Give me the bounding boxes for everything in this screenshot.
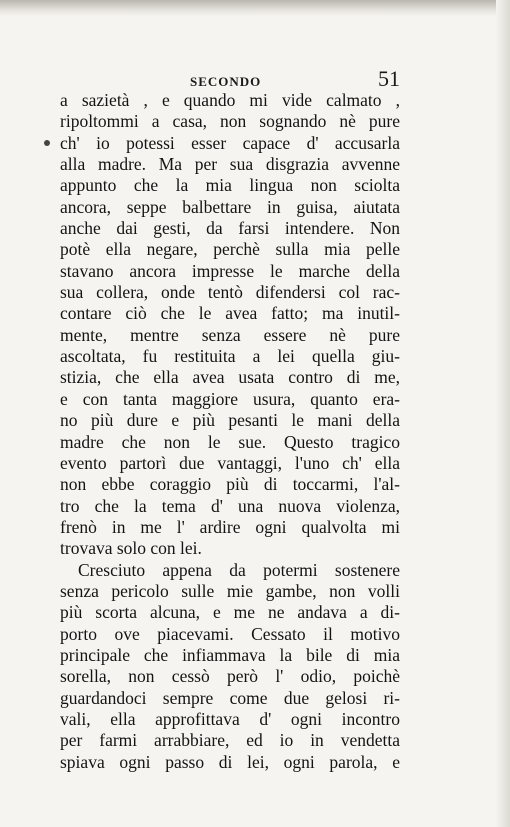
text-line: senza pericolo sulle mie gambe, non volli [60,580,400,601]
text-line: più scorta alcuna, e me ne andava a di- [60,602,400,623]
text-line: sua collera, onde tentò difendersi col rac- [60,282,400,303]
text-line: evento partorì due vantaggi, l'uno ch' ella [60,452,400,473]
page-number: 51 [378,66,400,91]
text-line: alla madre. Ma per sua disgrazia avvenne [60,154,400,175]
text-line: potè ella negare, perchè sulla mia pelle [60,239,400,260]
margin-ink-mark [44,140,50,146]
text-line: stizia, che ella avea usata contro di me, [60,367,400,388]
text-line: trovava solo con lei. [60,538,202,559]
text-line: guardandoci sempre come due gelosi ri- [60,687,400,708]
text-line: principale che infiammava la bile di mia [60,644,400,665]
text-line: porto ove piacevami. Cessato il motivo [60,623,400,644]
text-line: stavano ancora impresse le marche della [60,260,400,281]
body-text [60,90,400,773]
text-line: appunto che la mia lingua non sciolta [60,175,400,196]
text-line: ancora, seppe balbettare in guisa, aiutata [60,196,400,217]
running-head: SECONDO [190,74,262,89]
text-line: non ebbe coraggio più di toccarmi, l'al- [60,474,400,495]
text-line: sorella, non cessò però l' odio, poichè [60,666,400,687]
text-line: per farmi arrabbiare, ed io in vendetta [60,730,400,751]
text-line: tro che la tema d' una nuova violenza, [60,495,400,516]
text-line: e con tanta maggiore usura, quanto era- [60,388,400,409]
text-line: frenò in me l' ardire ogni qualvolta mi [60,516,400,537]
text-line: Cresciuto appena da potermi sostenere [78,559,400,580]
text-line: ch' io potessi esser capace d' accusarla [60,132,400,153]
text-line: madre che non le sue. Questo tragico [60,431,400,452]
text-line: vali, ella approfittava d' ogni incontro [60,708,400,729]
text-line: no più dure e più pesanti le mani della [60,410,400,431]
text-line: mente, mentre senza essere nè pure [60,324,400,345]
page-top-edge [0,0,510,16]
text-line: ripoltommi a casa, non sognando nè pure [60,111,400,132]
text-line: anche dai gesti, da farsi intendere. Non [60,218,400,239]
page-right-edge [496,0,510,827]
text-line: a sazietà , e quando mi vide calmato , [60,90,400,110]
text-line: contare ciò che le avea fatto; ma inutil- [60,303,400,324]
text-line: ascoltata, fu restituita a lei quella giu- [60,346,400,367]
text-line: spiava ogni passo di lei, ogni parola, e [60,751,400,772]
